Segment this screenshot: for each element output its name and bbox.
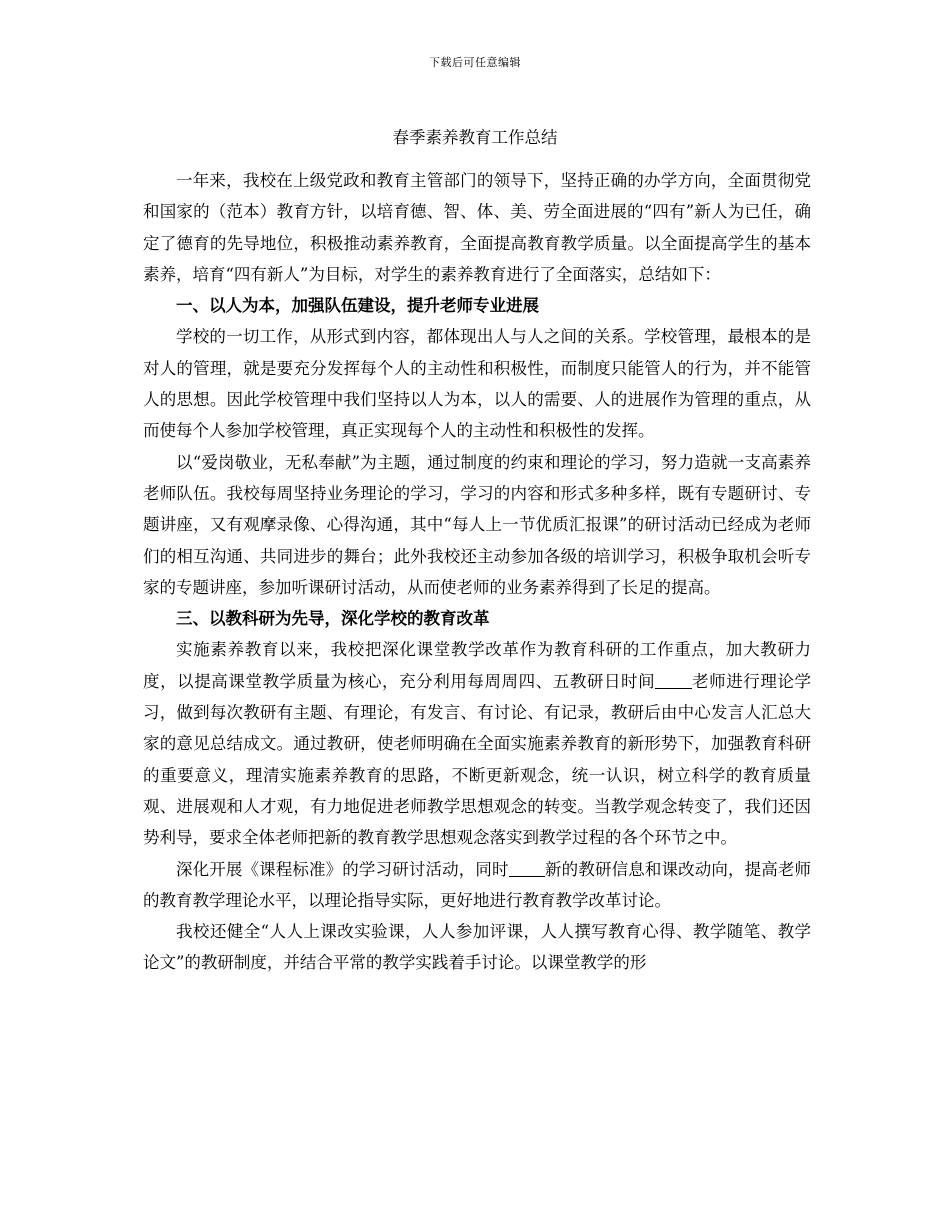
fill-in-blank bbox=[655, 672, 691, 690]
paragraph-management: 学校的一切工作，从形式到内容，都体现出人与人之间的关系。学校管理，最根本的是对人的管理，就是要充分发挥每个人的主动性和积极性，而制度只能管人的行为，并不能管人的思想。因此学校管理中我们坚持以人为本，以人的需要、人的进展作为管理的重点，从而使每个人参加学校管理，真正实现每个人的主动性和积极性的发挥。 bbox=[143, 327, 811, 441]
header-note: 下载后可任意编辑 bbox=[429, 56, 521, 69]
document-title: 春季素养教育工作总结 bbox=[392, 128, 558, 147]
paragraph-research-part-1: 实施素养教育以来，我校把深化课堂教学改革作为教育科研的工作重点，加大教研力度，以提高课堂教学质量为核心，充分利用每周周四、五教研日时间 bbox=[143, 640, 811, 691]
section-heading-1: 一、以人为本，加强队伍建设，提升老师专业进展 bbox=[176, 296, 539, 316]
paragraph-teacher-team: 以“爱岗敬业，无私奉献”为主题，通过制度的约束和理论的学习，努力造就一支高素养老师队伍。我校每周坚持业务理论的学习，学习的内容和形式多种多样，既有专题研讨、专题讲座，又有观摩录像、心得沟通，其中“每人上一节优质汇报课”的研讨活动已经成为老师们的相互沟通、共同进步的舞台；此外我校还主动参加各级的培训学习，积极争取机会听专家的专题讲座，参加听课研讨活动，从而使老师的业务素养得到了长足的提高。 bbox=[143, 452, 811, 597]
fill-in-blank bbox=[509, 860, 545, 878]
section-heading-3: 三、以教科研为先导，深化学校的教育改革 bbox=[176, 609, 490, 629]
paragraph-curriculum-part-1: 深化开展《课程标准》的学习研讨活动，同时 bbox=[176, 859, 509, 879]
paragraph-system: 我校还健全“人人上课改实验课，人人参加评课，人人撰写教育心得、教学随笔、教学论文”的教研制度，并结合平常的教学实践着手讨论。以课堂教学的形 bbox=[143, 922, 811, 973]
paragraph-research bbox=[143, 634, 811, 853]
paragraph-research-part-2: 老师进行理论学习，做到每次教研有主题、有理论，有发言、有讨论、有记录，教研后由中心发言人汇总大家的意见总结成文。通过教研，使老师明确在全面实施素养教育的新形势下，加强教育科研的重要意义，理清实施素养教育的思路，不断更新观念，统一认识，树立科学的教育质量观、进展观和人才观，有力地促进老师教学思想观念的转变。当教学观念转变了，我们还因势利导，要求全体老师把新的教育教学思想观念落实到教学过程的各个环节之中。 bbox=[143, 671, 812, 848]
paragraph-curriculum bbox=[143, 854, 811, 917]
document-body bbox=[143, 165, 811, 979]
paragraph-intro: 一年来，我校在上级党政和教育主管部门的领导下，坚持正确的办学方向，全面贯彻党和国家的（范本）教育方针，以培育德、智、体、美、劳全面进展的“四有”新人为已任，确定了德育的先导地位，积极推动素养教育，全面提高教育教学质量。以全面提高学生的基本素养，培育“四有新人”为目标，对学生的素养教育进行了全面落实，总结如下： bbox=[143, 171, 811, 284]
paragraph-curriculum-part-2: 新的教研信息和课改动向，提高老师的教育教学理论水平，以理论指导实际，更好地进行教育教学改革讨论。 bbox=[143, 859, 812, 910]
